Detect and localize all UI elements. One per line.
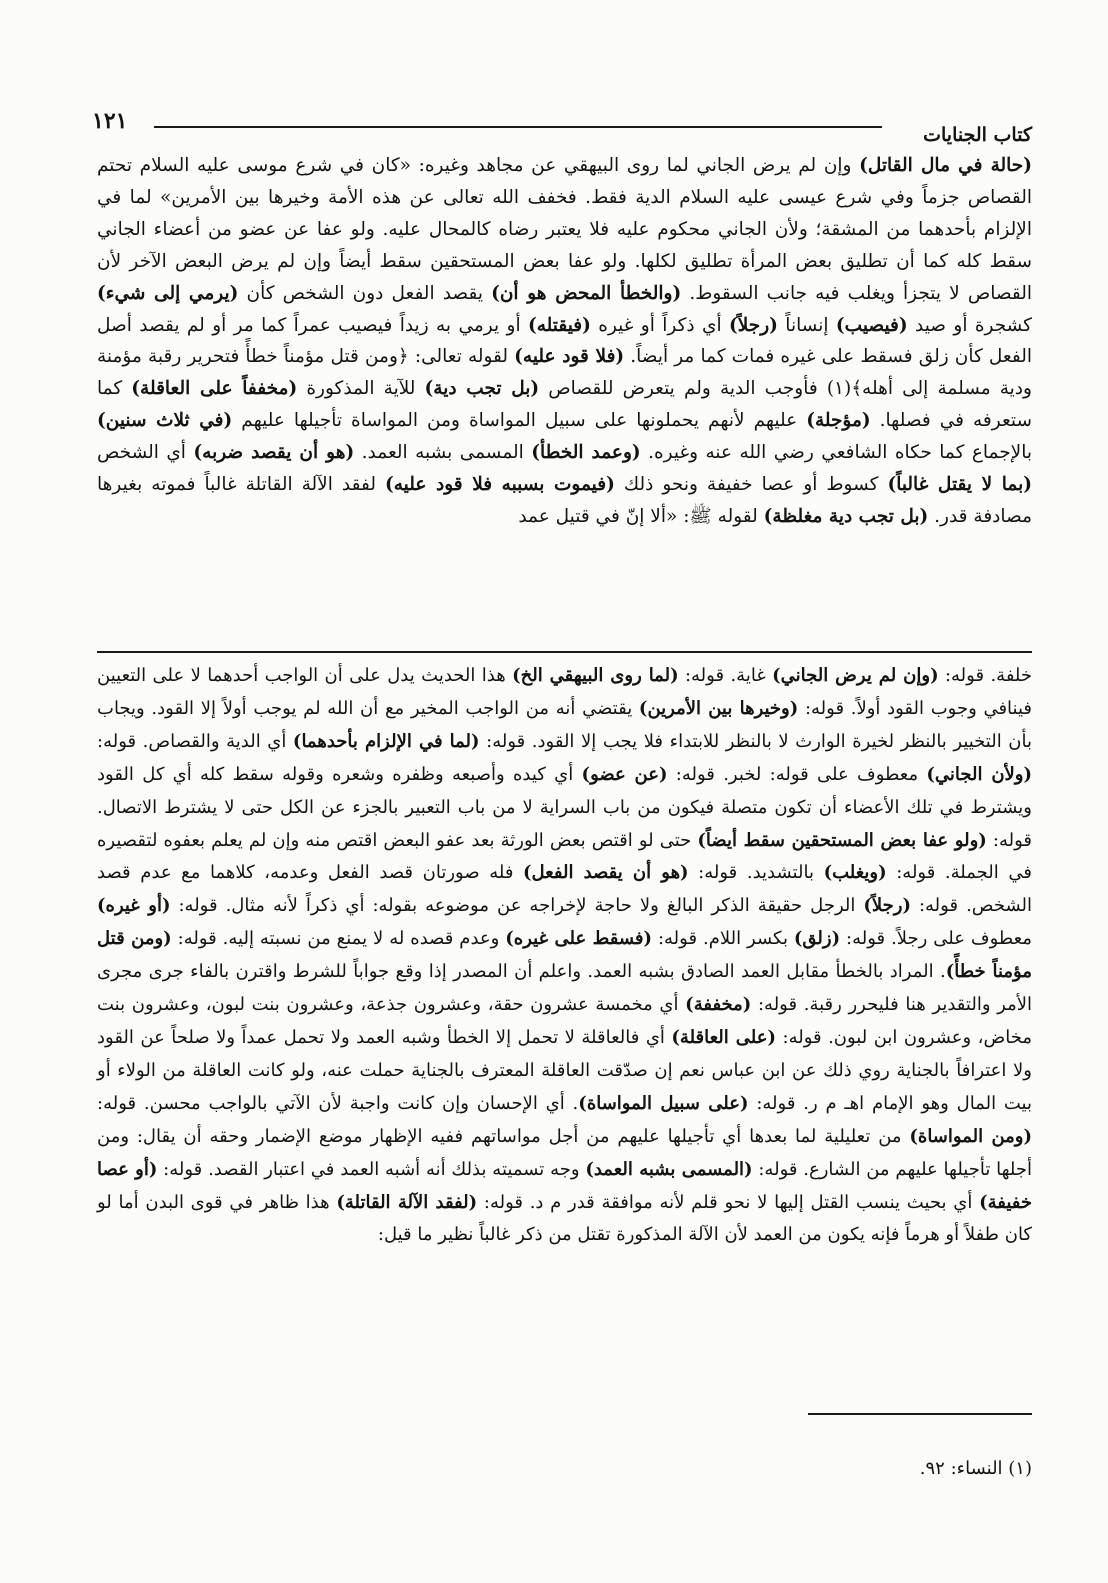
commentary-separator xyxy=(97,651,1032,653)
commentary-text xyxy=(97,660,1032,1252)
page-number: ١٢١ xyxy=(92,108,128,134)
header-rule xyxy=(154,126,882,128)
book-title: كتاب الجنايات xyxy=(923,124,1032,146)
commentary-paragraph: خلفة. قوله: (وإن لم يرض الجاني) غاية. قوله: (لما روى البيهقي الخ) هذا الحديث يدل على أن الواجب أحدهما لا على التعيين فينافي وجوب القود أولاً. قوله: (وخيرها بين الأمرين) يقتضي أنه من الواجب المخير مع أن الله لم يوجب أولاً إلا القود. ويجاب بأن التخيير بالنظر لخيرة الوارث لا بالنظر للابتداء فلا يجب إلا القود. قوله: (لما في الإلزام بأحدهما) أي الدية والقصاص. قوله: (ولأن الجاني) معطوف على قوله: لخبر. قوله: (عن عضو) أي كيده وأصبعه وظفره وشعره وقوله سقط كله أي كل القود ويشترط في تلك الأعضاء أن تكون متصلة فيكون من باب السراية لا من باب التعبير بالجزء عن الكل حتى لا يشترط الاتصال. قوله: (ولو عفا بعض المستحقين سقط أيضاً) حتى لو اقتص بعض الورثة بعد عفو البعض اقتص منه وإن لم يعلم بعفوه لتقصيره في الجملة. قوله: (ويغلب) بالتشديد. قوله: (هو أن يقصد الفعل) فله صورتان قصد الفعل وعدمه، كلاهما مع عدم قصد الشخص. قوله: (رجلاً) الرجل حقيقة الذكر البالغ ولا حاجة لإخراجه عن موضوعه بقوله: أي ذكراً لأنه مثال. قوله: (أو غيره) معطوف على رجلاً. قوله: (زلق) بكسر اللام. قوله: (فسقط على غيره) وعدم قصده له لا يمنع من نسبته إليه. قوله: (ومن قتل مؤمناً خطأً). المراد بالخطأ مقابل العمد الصادق بشبه العمد. واعلم أن المصدر إذا وقع جواباً للشرط واقترن بالفاء جرى مجرى الأمر والتقدير هنا فليحرر رقبة. قوله: (مخففة) أي مخمسة عشرون حقة، وعشرون جذعة، وعشرون بنت لبون، وعشرون بنت مخاض، وعشرون ابن لبون. قوله: (على العاقلة) أي فالعاقلة لا تحمل إلا الخطأ وشبه العمد ولا تحمل عمداً ولا صلحاً عن القود ولا اعترافاً بالجناية روي ذلك عن ابن عباس نعم إن صدّقت العاقلة المعترف بالجناية حملت عنه، ولو كانت العاقلة من الولاء أو بيت المال وهو الإمام اهـ م ر. قوله: (على سبيل المواساة). أي الإحسان وإن كانت واجبة لأن الآتي بالواجب محسن. قوله: (ومن المواساة) من تعليلية لما بعدها أي تأجيلها عليهم من أجل مواساتهم ففيه الإظهار موضع الإضمار وحقه أن يقال: ومن أجلها تأجيلها عليهم من الشارع. قوله: (المسمى بشبه العمد) وجه تسميته بذلك أنه أشبه العمد في اعتبار القصد. قوله: (أو عصا خفيفة) أي بحيث ينسب القتل إليها لا نحو قلم لأنه موافقة قدر م د. قوله: (لفقد الآلة القاتلة) هذا ظاهر في قوى البدن أما لو كان طفلاً أو هرماً فإنه يكون من العمد لأن الآلة المذكورة تقتل من ذكر غالباً نظير ما قيل: xyxy=(97,665,1033,1246)
page-header xyxy=(92,108,1032,144)
footnote: (١) النساء: ٩٢. xyxy=(919,1458,1032,1479)
main-paragraph: (حالة في مال القاتل) وإن لم يرض الجاني لما روى البيهقي عن مجاهد وغيره: «كان في شرع موسى عليه السلام تحتم القصاص جزماً وفي شرع عيسى عليه السلام الدية فقط. فخفف الله تعالى عن هذه الأمة وخيرها بين الأمرين» لما في الإلزام بأحدهما من المشقة؛ ولأن الجاني محكوم عليه فلا يعتبر رضاه كالمحال عليه. ولو عفا عن عضو من أعضاء الجاني سقط كله كما أن تطليق بعض المرأة تطليق لكلها. ولو عفا بعض المستحقين سقط أيضاً وإن لم يرض البعض الآخر لأن القصاص لا يتجزأ ويغلب فيه جانب السقوط. (والخطأ المحض هو أن) يقصد الفعل دون الشخص كأن (يرمي إلى شيء) كشجرة أو صيد (فيصيب) إنساناً (رجلاً) أي ذكراً أو غيره (فيقتله) أو يرمي به زيداً فيصيب عمراً كما مر أو لم يقصد أصل الفعل كأن زلق فسقط على غيره فمات كما مر أيضاً. (فلا قود عليه) لقوله تعالى: ﴿ومن قتل مؤمناً خطأً فتحرير رقبة مؤمنة ودية مسلمة إلى أهله﴾(١) فأوجب الدية ولم يتعرض للقصاص (بل تجب دية) للآية المذكورة (مخففاً على العاقلة) كما ستعرفه في فصلها. (مؤجلة) عليهم لأنهم يحملونها على سبيل المواساة ومن المواساة تأجيلها عليهم (في ثلاث سنين) بالإجماع كما حكاه الشافعي رضي الله عنه وغيره. (وعمد الخطأ) المسمى بشبه العمد. (هو أن يقصد ضربه) أي الشخص (بما لا يقتل غالباً) كسوط أو عصا خفيفة ونحو ذلك (فيموت بسببه فلا قود عليه) لفقد الآلة القاتلة غالباً فموته بغيرها مصادفة قدر. (بل تجب دية مغلظة) لقوله ﷺ: «ألا إنّ في قتيل عمد xyxy=(97,155,1033,527)
footnote-rule xyxy=(808,1413,1032,1415)
main-text xyxy=(97,150,1032,533)
